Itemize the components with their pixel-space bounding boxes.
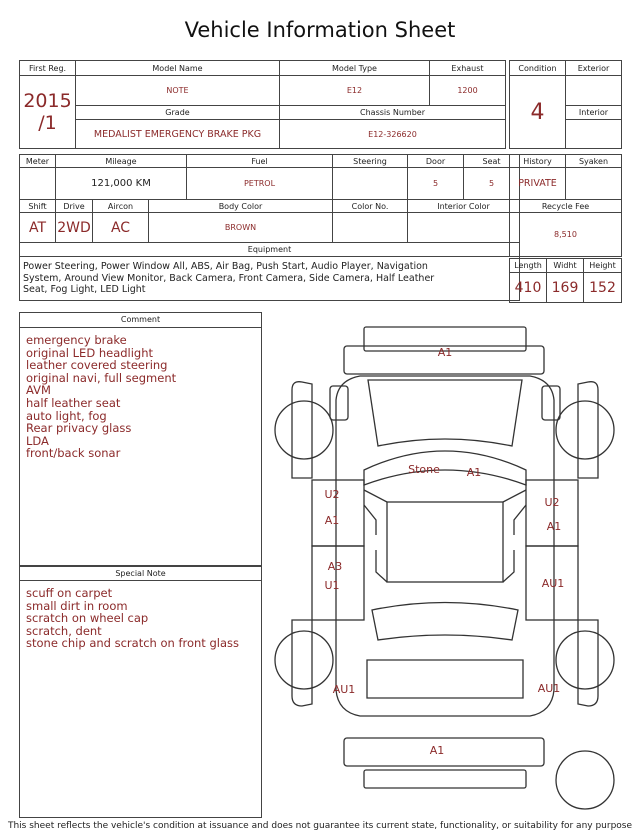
steering-value	[333, 168, 408, 200]
color-no-value	[333, 213, 408, 243]
damage-right-door: AU1	[541, 577, 565, 590]
model-name-label: Model Name	[76, 61, 280, 76]
damage-hood-code: A1	[466, 466, 482, 479]
syaken-label: Syaken	[566, 155, 622, 168]
history-table	[509, 154, 622, 257]
mileage-label: Mileage	[56, 155, 187, 168]
seat-value: 5	[464, 168, 520, 200]
comment-item: leather covered steering	[26, 358, 168, 373]
shift-label: Shift	[20, 200, 56, 213]
door-value: 5	[408, 168, 464, 200]
comment-label: Comment	[20, 313, 261, 328]
comment-item: AVM	[26, 383, 51, 398]
comment-item: LDA	[26, 433, 49, 448]
history-value: PRIVATE	[510, 168, 566, 200]
seat-label: Seat	[464, 155, 520, 168]
rear-right-wheel	[556, 631, 614, 689]
damage-right-fender-2: A1	[546, 520, 562, 533]
damage-front-bumper: A1	[437, 346, 453, 359]
special-note-item: stone chip and scratch on front glass	[26, 636, 239, 651]
exterior-value	[566, 76, 622, 106]
spare-wheel	[556, 751, 614, 809]
grade-value: MEDALIST EMERGENCY BRAKE PKG	[76, 120, 280, 149]
exhaust-label: Exhaust	[430, 61, 506, 76]
mileage-value: 121,000 KM	[56, 168, 187, 200]
body-color-value: BROWN	[149, 213, 333, 243]
meter-value	[20, 168, 56, 200]
roof-part	[387, 502, 503, 582]
first-reg-value	[20, 76, 76, 149]
special-note-item: small dirt in room	[26, 598, 128, 613]
disclaimer-footer: This sheet reflects the vehicle's condition at issuance and does not guarantee its current state, functionality, or suitability for any purpose	[7, 821, 633, 831]
front-right-wheel	[556, 401, 614, 459]
hood-part	[368, 380, 522, 446]
chassis-value: E12-326620	[280, 120, 506, 149]
damage-rear-bumper: A1	[429, 744, 445, 757]
drive-label: Drive	[56, 200, 93, 213]
color-no-label: Color No.	[333, 200, 408, 213]
fuel-value: PETROL	[187, 168, 333, 200]
height-value: 152	[584, 273, 622, 303]
length-value: 410	[510, 273, 547, 303]
condition-value: 4	[510, 76, 566, 149]
special-note-item: scuff on carpet	[26, 586, 113, 600]
comment-item: half leather seat	[26, 395, 121, 410]
first-reg-year: 2015	[23, 90, 72, 112]
first-reg-label: First Reg.	[20, 61, 76, 76]
width-label: Widht	[547, 259, 584, 273]
tailgate-part	[367, 660, 523, 698]
exterior-label: Exterior	[566, 61, 622, 76]
condition-label: Condition	[510, 61, 566, 76]
drive-value: 2WD	[56, 213, 93, 243]
special-note-item: scratch on wheel cap	[26, 611, 149, 626]
steering-label: Steering	[333, 155, 408, 168]
meter-label: Meter	[20, 155, 56, 168]
interior-color-value	[408, 213, 520, 243]
aircon-label: Aircon	[93, 200, 149, 213]
model-type-label: Model Type	[280, 61, 430, 76]
shift-value: AT	[20, 213, 56, 243]
aircon-value: AC	[93, 213, 149, 243]
damage-left-rear: AU1	[332, 683, 356, 696]
comment-item: Rear privacy glass	[26, 421, 132, 436]
width-value: 169	[547, 273, 584, 303]
comment-item: emergency brake	[26, 333, 127, 347]
front-left-wheel	[275, 401, 333, 459]
interior-label: Interior	[566, 106, 622, 120]
special-note-label: Special Note	[20, 566, 261, 581]
equipment-text: Power Steering, Power Window All, ABS, Air Bag, Push Start, Audio Player, Navigation System, Around View Monitor, Back Camera, Front Camera, Side Camera, Half Leather Seat, Fog Light, LED Light	[23, 261, 435, 295]
equipment-label: Equipment	[20, 243, 520, 257]
grade-label: Grade	[76, 106, 280, 120]
first-reg-month: /1	[38, 112, 57, 134]
damage-hood-label: Stone	[408, 463, 440, 476]
damage-left-door-2: U1	[324, 579, 340, 592]
car-damage-diagram	[272, 320, 622, 825]
damage-right-fender-1: U2	[544, 496, 560, 509]
damage-left-fender-1: U2	[324, 488, 340, 501]
special-note-item: scratch, dent	[26, 623, 102, 638]
syaken-value	[566, 168, 622, 200]
fuel-label: Fuel	[187, 155, 333, 168]
height-label: Height	[584, 259, 622, 273]
comment-item: original LED headlight	[26, 345, 154, 360]
special-note-box	[19, 566, 262, 818]
sheet-title: Vehicle Information Sheet	[184, 18, 456, 42]
recycle-fee-label: Recycle Fee	[510, 200, 622, 213]
exhaust-value: 1200	[430, 76, 506, 106]
model-name-value: NOTE	[76, 76, 280, 106]
vehicle-info-table	[19, 60, 506, 149]
history-label: History	[510, 155, 566, 168]
comment-item: auto light, fog	[26, 408, 107, 423]
door-label: Door	[408, 155, 464, 168]
body-outline	[336, 376, 554, 716]
rear-left-wheel	[275, 631, 333, 689]
model-type-value: E12	[280, 76, 430, 106]
interior-color-label: Interior Color	[408, 200, 520, 213]
condition-table	[509, 60, 622, 149]
chassis-label: Chassis Number	[280, 106, 506, 120]
damage-right-rear: AU1	[537, 682, 561, 695]
damage-left-fender-2: A1	[324, 514, 340, 527]
dimensions-table	[509, 258, 622, 303]
length-label: Length	[510, 259, 547, 273]
damage-left-door-1: A3	[327, 560, 343, 573]
body-color-label: Body Color	[149, 200, 333, 213]
special-note-list	[20, 581, 261, 650]
comment-list	[20, 328, 261, 460]
recycle-fee-value: 8,510	[510, 213, 622, 257]
comment-box	[19, 312, 262, 566]
comment-item: original navi, full segment	[26, 370, 177, 385]
interior-value	[566, 120, 622, 149]
comment-item: front/back sonar	[26, 446, 121, 461]
